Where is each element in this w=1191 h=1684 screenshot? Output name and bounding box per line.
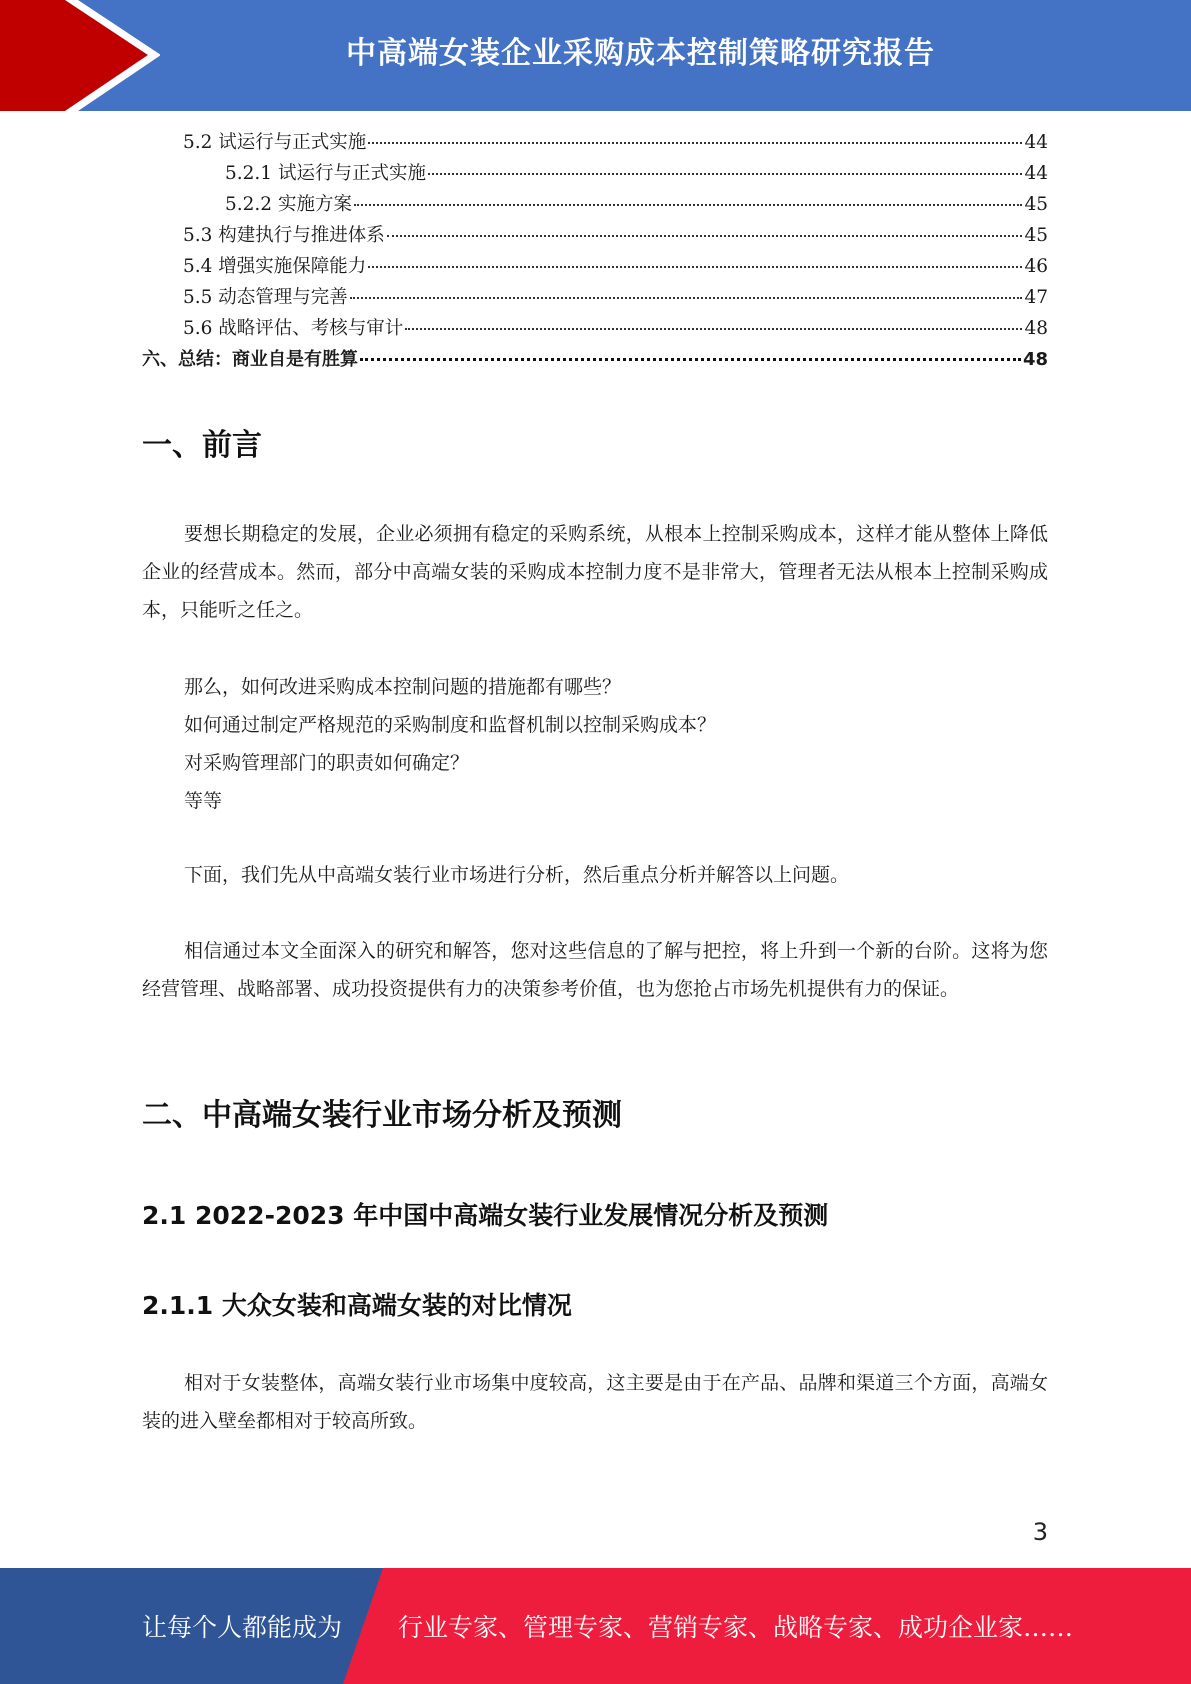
- preface-paragraph-1: 要想长期稳定的发展，企业必须拥有稳定的采购系统，从根本上控制采购成本，这样才能从整体上降低企业的经营成本。然而，部分中高端女装的采购成本控制力度不是非常大，管理者无法从根本上控制采购成本，只能听之任之。: [142, 523, 1048, 621]
- toc-entry-page: 46: [1024, 256, 1048, 277]
- section-heading-market: 二、中高端女装行业市场分析及预测: [142, 1098, 622, 1133]
- table-of-contents: [142, 128, 1048, 376]
- toc-entry-label: 5.2 试运行与正式实施: [183, 132, 367, 153]
- toc-leader-dots: [387, 235, 1023, 237]
- page-footer: [0, 1568, 1191, 1684]
- footer-slogan-right: 行业专家、管理专家、营销专家、战略专家、成功企业家……: [398, 1613, 1074, 1642]
- toc-entry[interactable]: [142, 159, 1048, 190]
- toc-entry[interactable]: [142, 221, 1048, 252]
- page-number: 3: [1032, 1518, 1048, 1546]
- toc-leader-dots: [368, 266, 1022, 268]
- toc-entry-label: 5.4 增强实施保障能力: [183, 256, 367, 277]
- question-line-3: 对采购管理部门的职责如何确定？: [184, 752, 470, 774]
- toc-entry-page: 48: [1022, 349, 1048, 370]
- page-header: [0, 0, 1191, 111]
- toc-entry-label: 5.2.2 实施方案: [225, 194, 352, 215]
- toc-leader-dots: [350, 297, 1023, 299]
- toc-entry-page: 44: [1024, 163, 1048, 184]
- question-line-1: 那么，如何改进采购成本控制问题的措施都有哪些？: [184, 676, 622, 698]
- toc-entry-label: 5.6 战略评估、考核与审计: [183, 318, 404, 339]
- toc-entry-page: 45: [1024, 225, 1048, 246]
- market-paragraph-1: 相对于女装整体，高端女装行业市场集中度较高，这主要是由于在产品、品牌和渠道三个方面，高端女装的进入壁垒都相对于较高所致。: [142, 1372, 1048, 1432]
- toc-leader-dots: [368, 142, 1022, 144]
- subsection-heading-2-1-1: 2.1.1 大众女装和高端女装的对比情况: [142, 1291, 572, 1320]
- report-title: 中高端女装企业采购成本控制策略研究报告: [346, 36, 935, 71]
- toc-entry-label: 5.3 构建执行与推进体系: [183, 225, 385, 246]
- preface-paragraph-3: 相信通过本文全面深入的研究和解答，您对这些信息的了解与把控，将上升到一个新的台阶。这将为您经营管理、战略部署、成功投资提供有力的决策参考价值，也为您抢占市场先机提供有力的保证。: [142, 940, 1048, 1000]
- toc-entry-page: 44: [1024, 132, 1048, 153]
- toc-entry-label: 5.5 动态管理与完善: [183, 287, 348, 308]
- toc-entry[interactable]: [142, 283, 1048, 314]
- toc-entry-page: 47: [1024, 287, 1048, 308]
- toc-entry[interactable]: [142, 345, 1048, 376]
- toc-entry[interactable]: [142, 190, 1048, 221]
- toc-leader-dots: [405, 328, 1022, 330]
- toc-leader-dots: [354, 204, 1023, 206]
- toc-entry-page: 45: [1024, 194, 1048, 215]
- footer-slogan-left: 让每个人都能成为: [142, 1613, 343, 1642]
- question-line-2: 如何通过制定严格规范的采购制度和监督机制以控制采购成本？: [184, 714, 717, 736]
- question-line-4: 等等: [184, 790, 223, 812]
- toc-entry-label: 5.2.1 试运行与正式实施: [225, 163, 426, 184]
- toc-entry[interactable]: [142, 252, 1048, 283]
- toc-leader-dots: [360, 358, 1021, 361]
- section-heading-preface: 一、前言: [142, 428, 262, 463]
- subsection-heading-2-1: 2.1 2022-2023 年中国中高端女装行业发展情况分析及预测: [142, 1201, 829, 1230]
- toc-entry-page: 48: [1024, 318, 1048, 339]
- preface-paragraph-2: 下面，我们先从中高端女装行业市场进行分析，然后重点分析并解答以上问题。: [184, 864, 850, 886]
- header-chevron-decoration: [0, 0, 160, 111]
- toc-entry[interactable]: [142, 314, 1048, 345]
- toc-entry-label: 六、总结：商业自是有胜算: [142, 349, 358, 370]
- toc-leader-dots: [428, 173, 1022, 175]
- toc-entry[interactable]: [142, 128, 1048, 159]
